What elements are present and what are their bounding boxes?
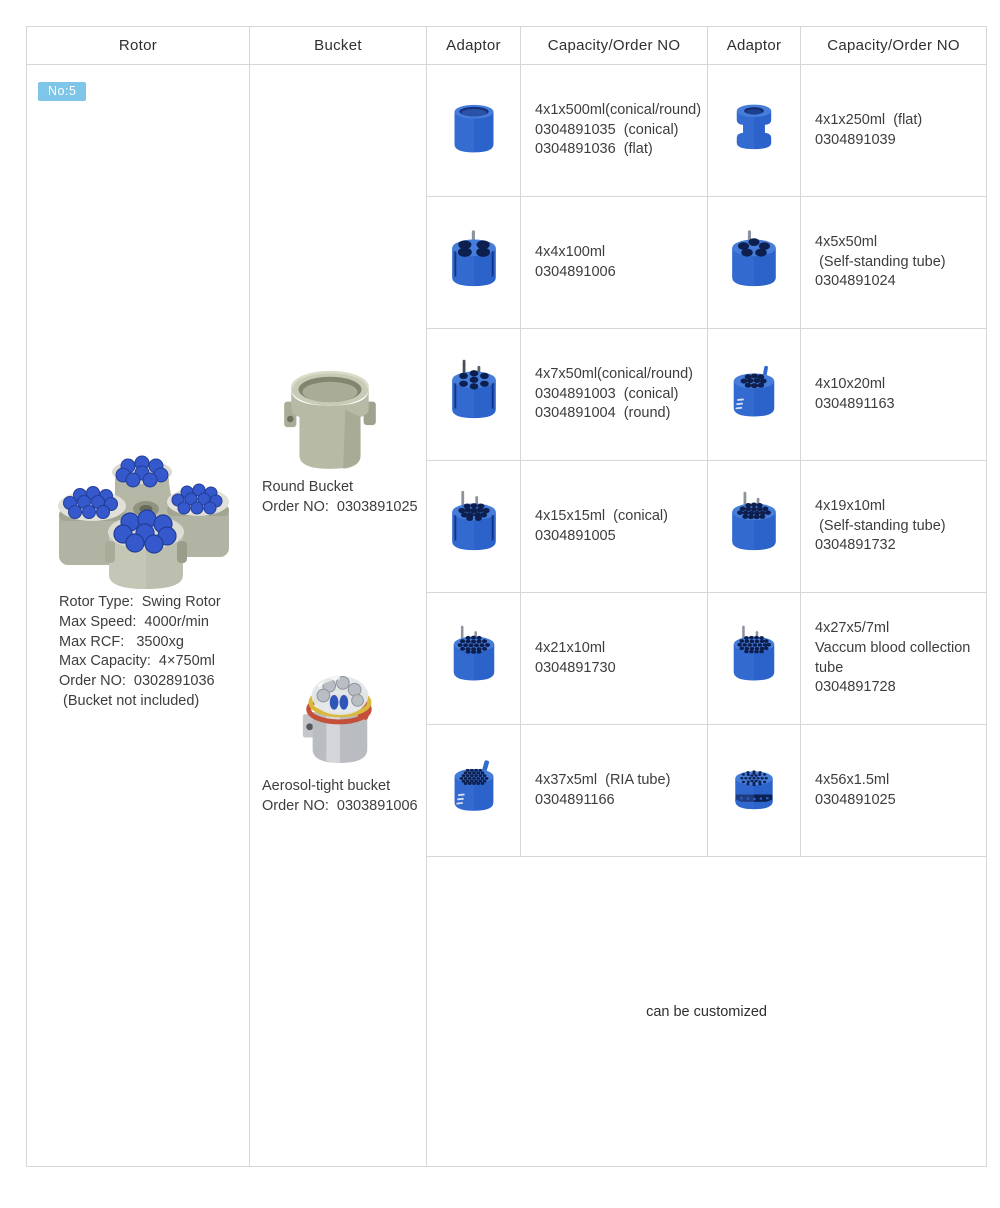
col-header-adaptor-2: Adaptor <box>708 27 801 65</box>
adaptor-37-hole-icon <box>447 806 501 823</box>
bucket-name: Round Bucket <box>262 479 354 495</box>
capacity-line: 0304891035 (conical) <box>535 121 679 138</box>
capacity-cell <box>801 593 987 725</box>
adaptor-image-cell <box>427 725 521 857</box>
adaptor-image-cell <box>708 725 801 857</box>
capacity-line: 4x37x5ml (RIA tube) <box>535 771 671 788</box>
rotor-spec-table <box>26 26 987 1167</box>
capacity-cell <box>801 329 987 461</box>
capacity-line: 4x1x250ml (flat) <box>815 111 923 128</box>
capacity-line: 0304891728 <box>815 679 896 696</box>
capacity-line: 4x27x5/7ml <box>815 620 890 637</box>
adaptor-image-cell <box>708 329 801 461</box>
col-header-bucket: Bucket <box>250 27 427 65</box>
capacity-line: 0304891003 (conical) <box>535 385 679 402</box>
capacity-line: tube <box>815 659 844 676</box>
capacity-line: Vaccum blood collection <box>815 639 971 656</box>
capacity-line: 0304891730 <box>535 659 616 676</box>
capacity-line: 0304891025 <box>815 791 896 808</box>
aerosol-tight-bucket-image <box>297 662 379 774</box>
capacity-cell <box>521 65 708 197</box>
adaptor-21-hole-icon <box>447 676 501 693</box>
customized-note: can be customized <box>646 1003 767 1020</box>
capacity-line: 0304891732 <box>815 537 896 554</box>
adaptor-15-hole-icon <box>446 545 502 562</box>
capacity-line: 0304891024 <box>815 273 896 290</box>
capacity-line: 4x5x50ml <box>815 234 878 251</box>
capacity-line: 4x19x10ml <box>815 498 886 515</box>
adaptor-4-hole-icon <box>446 281 502 298</box>
capacity-cell <box>521 593 708 725</box>
capacity-cell <box>801 725 987 857</box>
capacity-cell <box>801 461 987 593</box>
capacity-line: 4x15x15ml (conical) <box>535 507 668 524</box>
capacity-line: 0304891166 <box>535 791 615 808</box>
capacity-line: 4x1x500ml(conical/round) <box>535 102 702 119</box>
adaptor-250ml-spool-icon <box>729 146 779 163</box>
adaptor-image-cell <box>427 461 521 593</box>
adaptor-image-cell <box>427 593 521 725</box>
capacity-line: 0304891036 (flat) <box>535 141 653 158</box>
bucket-order-no: Order NO: 0303891025 <box>262 498 418 515</box>
header-row <box>27 27 987 65</box>
rotor-spec-line: Max RCF: 3500xg <box>59 633 184 650</box>
customized-cell <box>427 857 987 1167</box>
capacity-line: 4x4x100ml <box>535 243 606 260</box>
aerosol-bucket-label <box>262 777 418 816</box>
adaptor-image-cell <box>427 65 521 197</box>
col-header-rotor: Rotor <box>27 27 250 65</box>
round-bucket-label <box>262 478 418 517</box>
col-header-adaptor-1: Adaptor <box>427 27 521 65</box>
col-header-capacity-2: Capacity/Order NO <box>801 27 987 65</box>
adaptor-image-cell <box>708 593 801 725</box>
capacity-line: 0304891039 <box>815 131 896 148</box>
capacity-line: (Self-standing tube) <box>815 517 946 534</box>
rotor-spec-line: Max Capacity: 4×750ml <box>59 653 215 670</box>
adaptor-image-cell <box>427 197 521 329</box>
capacity-line: 0304891005 <box>535 527 616 544</box>
adaptor-19-hole-icon <box>726 545 782 562</box>
adaptor-5-hole-icon <box>726 281 782 298</box>
rotor-specs <box>59 593 221 712</box>
swing-rotor-image <box>53 449 237 597</box>
capacity-line: 4x56x1.5ml <box>815 771 890 788</box>
rotor-spec-line: Rotor Type: Swing Rotor <box>59 594 221 610</box>
bucket-order-no: Order NO: 0303891006 <box>262 797 418 814</box>
adaptor-image-cell <box>708 197 801 329</box>
rotor-spec-line: Max Speed: 4000r/min <box>59 613 209 630</box>
round-bucket-image <box>284 365 376 477</box>
adaptor-image-cell <box>708 65 801 197</box>
capacity-line: 4x10x20ml <box>815 375 886 392</box>
capacity-line: (Self-standing tube) <box>815 253 946 270</box>
capacity-cell <box>801 65 987 197</box>
capacity-line: 0304891006 <box>535 263 616 280</box>
adaptor-27-hole-icon <box>727 676 781 693</box>
adaptor-image-cell <box>708 461 801 593</box>
bucket-cell <box>250 65 427 1167</box>
bucket-name: Aerosol-tight bucket <box>262 778 391 794</box>
adaptor-10-hole-icon <box>727 411 781 428</box>
capacity-cell <box>521 461 708 593</box>
capacity-cell <box>521 329 708 461</box>
capacity-line: 0304891004 (round) <box>535 405 671 422</box>
rotor-spec-line: (Bucket not included) <box>59 692 200 709</box>
model-number-badge: No:5 <box>38 82 86 101</box>
capacity-line: 0304891163 <box>815 395 895 412</box>
col-header-capacity-1: Capacity/Order NO <box>521 27 708 65</box>
rotor-cell <box>27 65 250 1167</box>
table-row <box>27 65 987 197</box>
adaptor-image-cell <box>427 329 521 461</box>
adaptor-7-hole-icon <box>446 413 502 430</box>
capacity-cell <box>521 197 708 329</box>
adaptor-500ml-cup-icon <box>448 146 500 163</box>
capacity-line: 4x21x10ml <box>535 639 606 656</box>
rotor-spec-line: Order NO: 0302891036 <box>59 673 215 690</box>
adaptor-56-hole-icon <box>728 804 780 821</box>
capacity-cell <box>801 197 987 329</box>
capacity-cell <box>521 725 708 857</box>
capacity-line: 4x7x50ml(conical/round) <box>535 366 693 383</box>
